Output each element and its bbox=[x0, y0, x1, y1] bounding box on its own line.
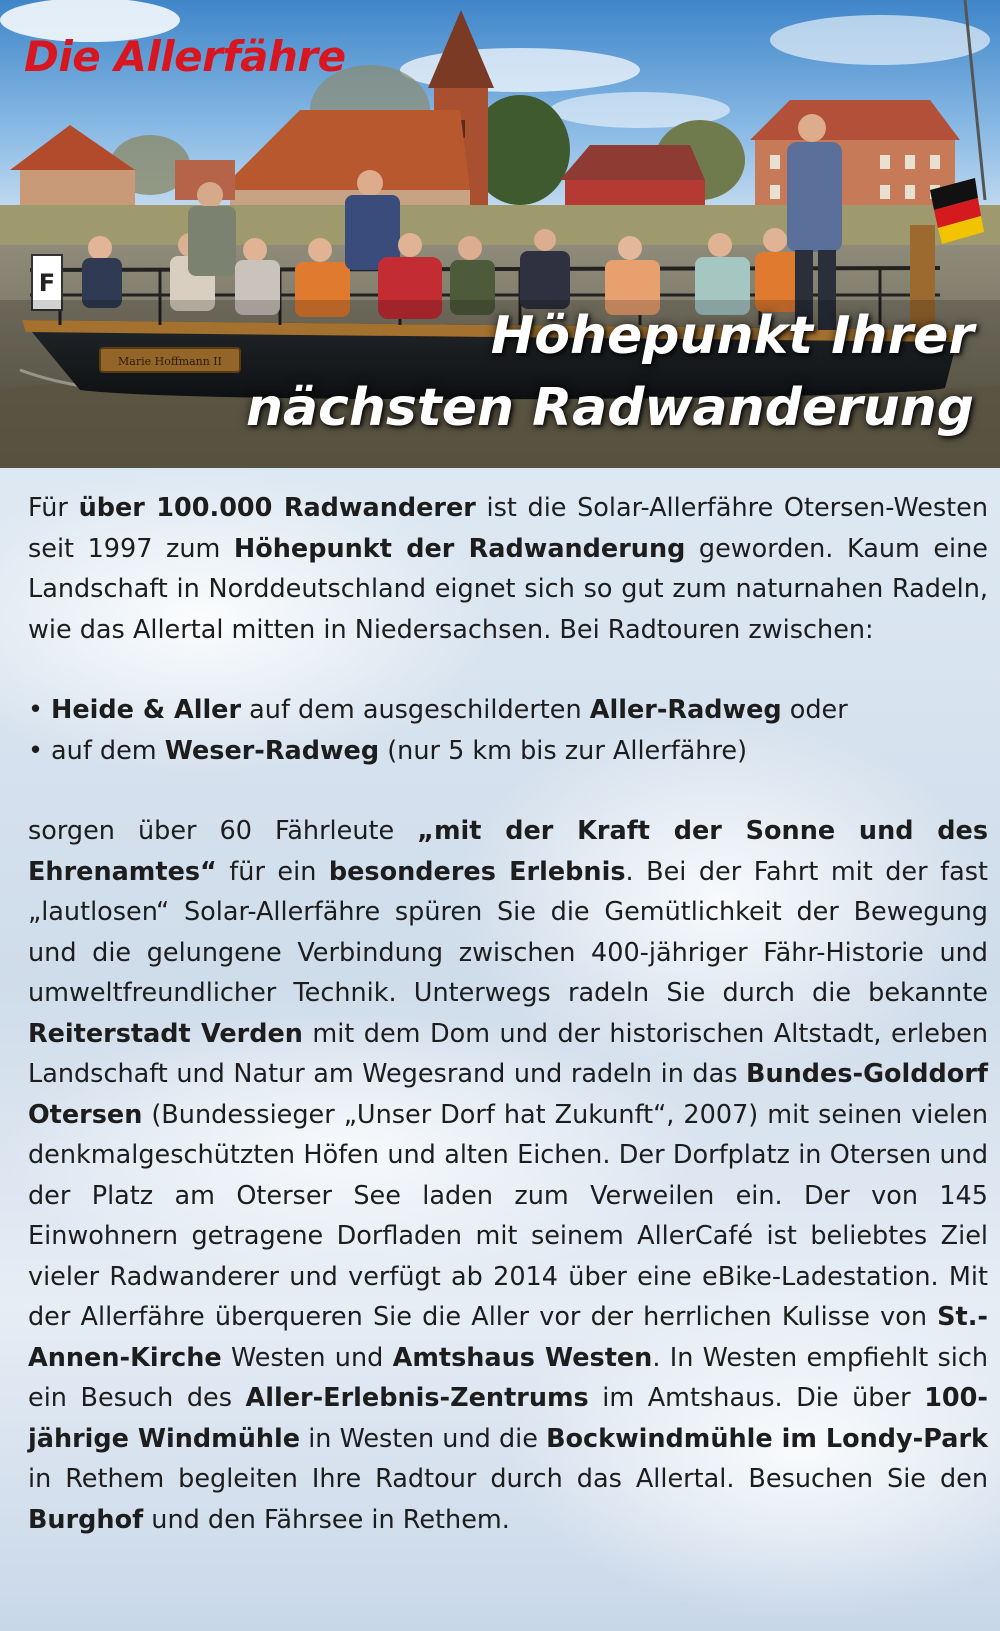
ferry-sign-letter: F bbox=[38, 269, 56, 297]
text-bold-segment: „mit der Kraft der Sonne und des Ehrenamtes“ bbox=[28, 816, 989, 887]
text-segment: auf dem bbox=[51, 735, 165, 766]
text-bold-segment: Bundes-Golddorf Otersen bbox=[28, 1059, 988, 1130]
text-segment: und den Fährsee in Rethem. bbox=[143, 1504, 510, 1535]
text-bold-segment: St.-Annen-Kirche bbox=[28, 1302, 988, 1373]
text-segment: sorgen über 60 Fährleute bbox=[28, 816, 418, 846]
text-bold-segment: Aller-Erlebnis-Zentrums bbox=[245, 1383, 589, 1413]
text-segment: in Rethem begleiten Ihre Radtour durch das Allertal. Besuchen Sie den bbox=[28, 1464, 988, 1494]
text-bold-segment: Amtshaus Westen bbox=[392, 1342, 653, 1373]
text-segment: . In Westen empfiehlt sich ein Besuch des bbox=[28, 1342, 989, 1413]
hero-photo bbox=[0, 0, 1000, 468]
text-bold-segment: Heide & Aller bbox=[51, 695, 242, 725]
boat-name-plate: Marie Hoffmann II bbox=[118, 355, 222, 368]
text-bold-segment: Reiterstadt Verden bbox=[28, 1018, 303, 1049]
text-segment: Westen und bbox=[221, 1342, 393, 1373]
main-paragraph bbox=[28, 811, 988, 1540]
article-body bbox=[28, 488, 988, 1540]
intro-paragraph bbox=[28, 488, 988, 650]
text-bold-segment: 100-jährige Windmühle bbox=[28, 1383, 988, 1454]
list-item bbox=[28, 731, 988, 772]
brand-title: Die Allerfähre bbox=[24, 32, 346, 81]
text-segment: Für bbox=[28, 493, 79, 523]
list-item bbox=[28, 690, 988, 731]
paragraph-gap bbox=[28, 650, 988, 690]
text-bold-segment: über 100.000 Radwanderer bbox=[78, 493, 476, 523]
text-bold-segment: Höhepunkt der Radwanderung bbox=[233, 533, 686, 564]
text-segment: auf dem ausgeschilderten bbox=[241, 695, 590, 725]
text-segment: mit dem Dom und der historischen Altstadt, erleben Landschaft und Natur am Wegesrand und radeln in das bbox=[28, 1018, 988, 1089]
text-bold-segment: Aller-Radweg bbox=[589, 695, 782, 725]
paragraph-gap bbox=[28, 771, 988, 811]
text-bold-segment: Burghof bbox=[28, 1504, 144, 1535]
text-bold-segment: Weser-Radweg bbox=[164, 735, 380, 766]
text-segment: oder bbox=[781, 695, 848, 725]
text-segment: für ein bbox=[216, 856, 329, 887]
headline-line-2: nächsten Radwanderung bbox=[245, 378, 974, 438]
text-bold-segment: Bockwindmühle im Londy-Park bbox=[546, 1423, 988, 1454]
text-segment: ist die Solar-Allerfähre Otersen-Westen seit 1997 zum bbox=[28, 493, 989, 564]
headline bbox=[246, 300, 974, 444]
text-bold-segment: besonderes Erlebnis bbox=[328, 856, 626, 887]
text-segment: geworden. Kaum eine Landschaft in Norddeutschland eignet sich so gut zum naturnahen Radeln, wie das Allertal mitten in Niedersachsen. Bei Radtouren zwischen: bbox=[28, 533, 988, 645]
text-segment: (nur 5 km bis zur Allerfähre) bbox=[379, 735, 748, 766]
headline-line-1: Höhepunkt Ihrer bbox=[490, 306, 974, 366]
text-segment: (Bundessieger „Unser Dorf hat Zukunft“, 2007) mit seinen vielen denkmalgeschützten Höfen und alten Eichen. Der Dorfplatz in Otersen und der Platz am Oterser See laden zum Verweilen ein. Der von 145 Einwohnern getragene Dorfladen mit seinem AllerCafé ist beliebtes Ziel vieler Radwanderer und verfügt ab 2014 über eine eBike-Ladestation. Mit der Allerfähre überqueren Sie die Aller vor der herrlichen Kulisse von bbox=[28, 1099, 988, 1332]
text-segment: im Amtshaus. Die über bbox=[588, 1383, 925, 1413]
text-segment: in Westen und die bbox=[300, 1423, 547, 1454]
text-segment: . Bei der Fahrt mit der fast „lautlosen“ Solar-Allerfähre spüren Sie die Gemütlichkeit der Bewegung und die gelungene Verbindung zwischen 400-jähriger Fähr-Historie und umweltfreundlicher Technik. Unterwegs radeln Sie durch die bekannte bbox=[28, 856, 988, 1008]
route-list bbox=[28, 690, 988, 771]
